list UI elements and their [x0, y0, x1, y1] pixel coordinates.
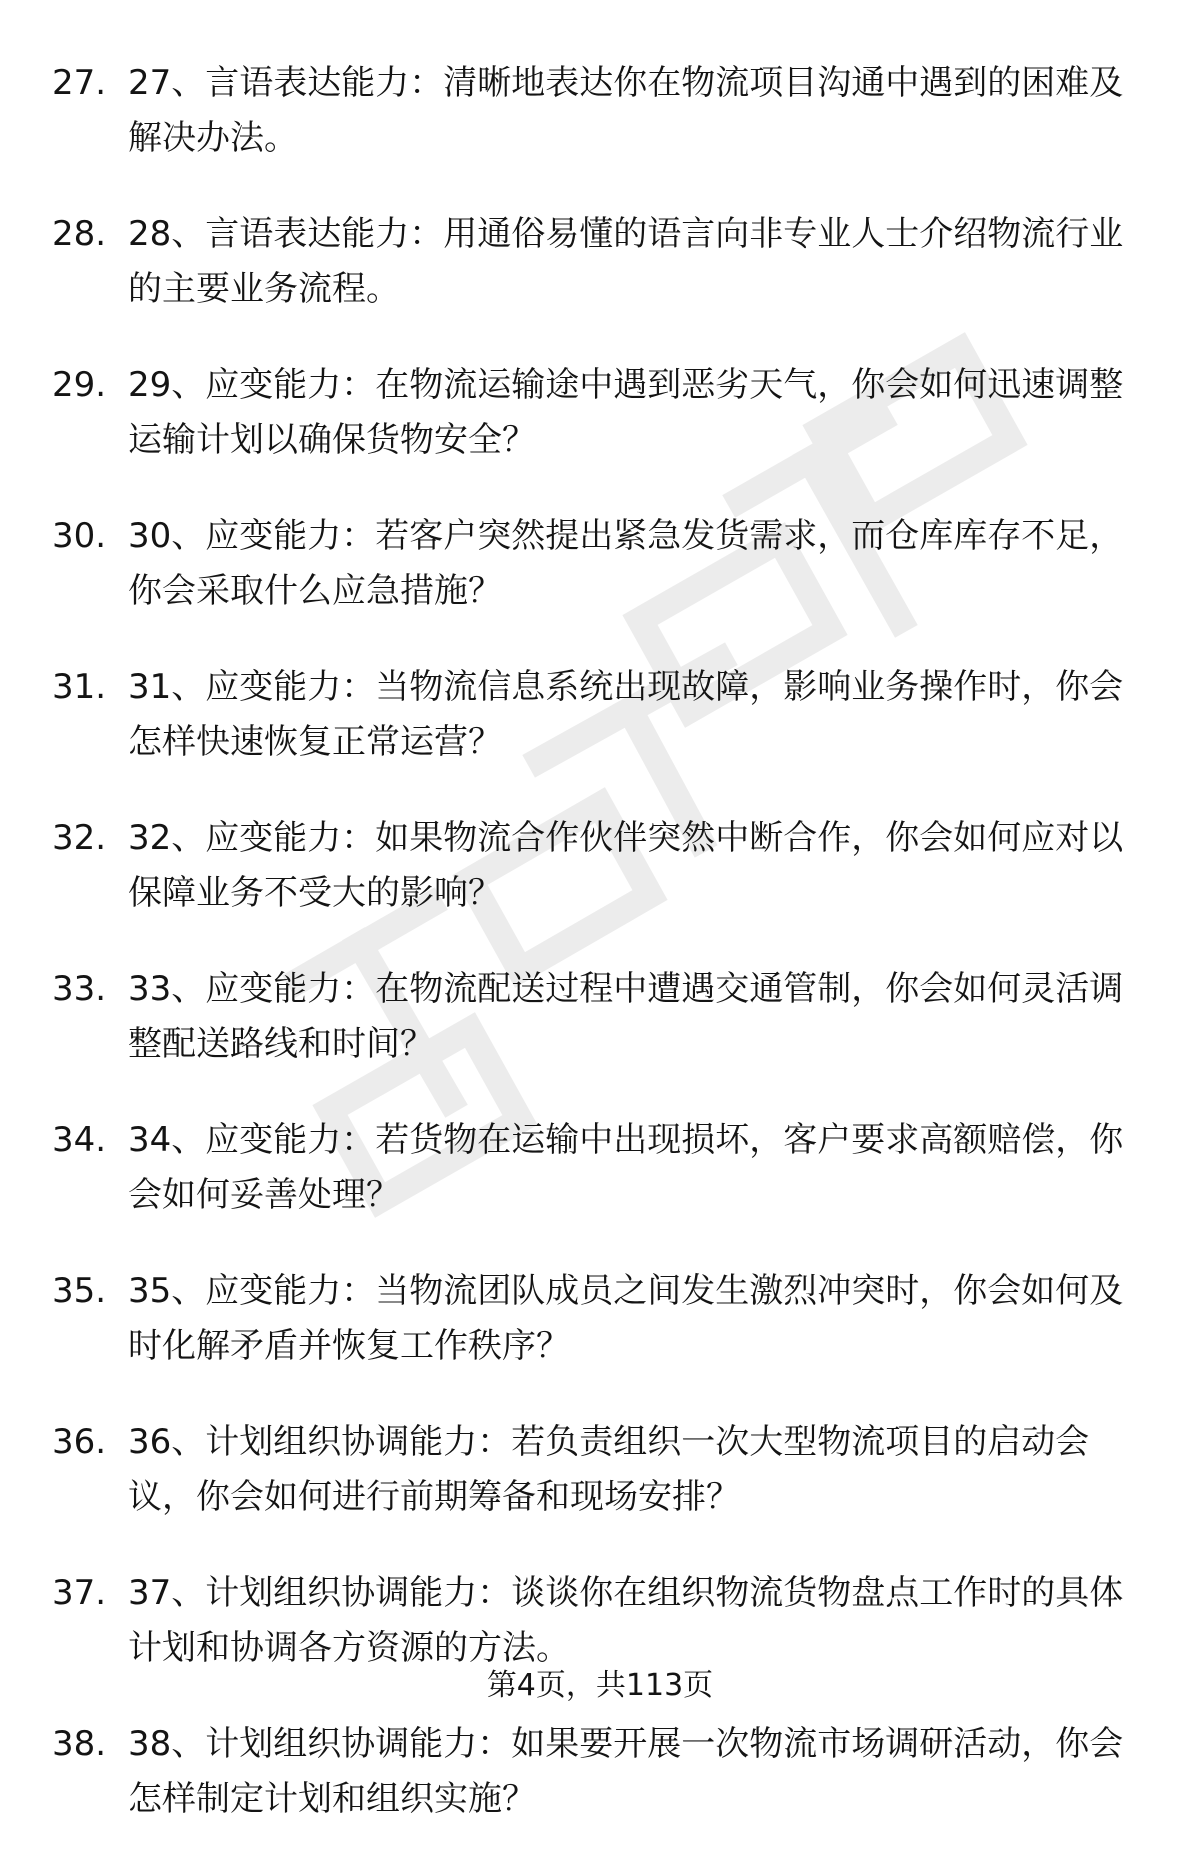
question-item: [52, 207, 1152, 317]
question-number: 37.: [52, 1573, 107, 1613]
question-item: [52, 358, 1152, 468]
question-item: [52, 509, 1152, 619]
question-number: 34.: [52, 1120, 107, 1160]
question-text: 34、应变能力：若货物在运输中出现损坏，客户要求高额赔偿，你会如何妥善处理？: [128, 1120, 1124, 1215]
question-number: 33.: [52, 969, 107, 1009]
question-item: [52, 1566, 1152, 1676]
question-number: 28.: [52, 214, 107, 254]
question-item: [52, 1264, 1152, 1374]
question-item: [52, 1717, 1152, 1827]
question-text: 36、计划组织协调能力：若负责组织一次大型物流项目的启动会议，你会如何进行前期筹备和现场安排？: [128, 1422, 1090, 1517]
question-number: 35.: [52, 1271, 107, 1311]
page-footer: 第4页，共113页: [486, 1668, 714, 1703]
question-text: 31、应变能力：当物流信息系统出现故障，影响业务操作时，你会怎样快速恢复正常运营？: [128, 667, 1124, 762]
question-item: [52, 1113, 1152, 1223]
question-item: [52, 56, 1152, 166]
question-number: 29.: [52, 365, 107, 405]
question-number: 36.: [52, 1422, 107, 1462]
question-item: [52, 962, 1152, 1072]
question-item: [52, 811, 1152, 921]
question-number: 38.: [52, 1724, 107, 1764]
question-text: 30、应变能力：若客户突然提出紧急发货需求，而仓库库存不足，你会采取什么应急措施？: [128, 516, 1124, 611]
question-text: 37、计划组织协调能力：谈谈你在组织物流货物盘点工作时的具体计划和协调各方资源的方法。: [128, 1573, 1124, 1668]
question-text: 28、言语表达能力：用通俗易懂的语言向非专业人士介绍物流行业的主要业务流程。: [128, 214, 1124, 309]
question-number: 31.: [52, 667, 107, 707]
question-text: 33、应变能力：在物流配送过程中遭遇交通管制，你会如何灵活调整配送路线和时间？: [128, 969, 1124, 1064]
question-text: 35、应变能力：当物流团队成员之间发生激烈冲突时，你会如何及时化解矛盾并恢复工作秩序？: [128, 1271, 1124, 1366]
question-text: 27、言语表达能力：清晰地表达你在物流项目沟通中遇到的困难及解决办法。: [128, 63, 1124, 158]
question-list: [52, 56, 1152, 1868]
question-number: 30.: [52, 516, 107, 556]
question-text: 38、计划组织协调能力：如果要开展一次物流市场调研活动，你会怎样制定计划和组织实施？: [128, 1724, 1124, 1819]
question-text: 32、应变能力：如果物流合作伙伴突然中断合作，你会如何应对以保障业务不受大的影响？: [128, 818, 1124, 913]
question-item: [52, 660, 1152, 770]
question-number: 27.: [52, 63, 107, 103]
question-number: 32.: [52, 818, 107, 858]
question-item: [52, 1415, 1152, 1525]
question-text: 29、应变能力：在物流运输途中遇到恶劣天气，你会如何迅速调整运输计划以确保货物安全？: [128, 365, 1124, 460]
